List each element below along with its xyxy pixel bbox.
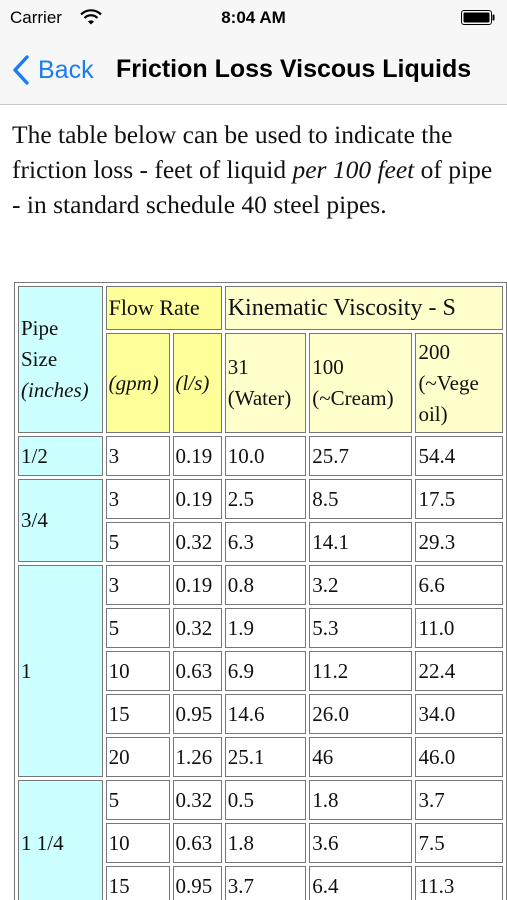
pipe-header-line1: Pipe [21, 316, 59, 340]
table-cell-v100: 1.8 [309, 780, 412, 820]
back-button[interactable] [12, 50, 94, 90]
chevron-left-icon [12, 55, 30, 85]
table-cell-ls: 1.26 [173, 737, 222, 777]
kinematic-viscosity-header: Kinematic Viscosity - S [225, 286, 503, 330]
ls-header-text: (l/s) [175, 370, 210, 395]
table-cell-gpm: 5 [106, 608, 170, 648]
table-cell-ls: 0.63 [173, 823, 222, 863]
table-cell-v200: 29.3 [415, 522, 503, 562]
table-cell-v100: 14.1 [309, 522, 412, 562]
table-cell-v200: 22.4 [415, 651, 503, 691]
table-cell-ls: 0.95 [173, 866, 222, 900]
table-cell-v31: 6.9 [225, 651, 307, 691]
pipe-size-cell: 3/4 [18, 479, 103, 562]
table-cell-v200: 54.4 [415, 436, 503, 476]
table-cell-v31: 14.6 [225, 694, 307, 734]
table-cell-v31: 10.0 [225, 436, 307, 476]
table-row [18, 780, 503, 820]
table-cell-gpm: 3 [106, 479, 170, 519]
table-cell-v200: 46.0 [415, 737, 503, 777]
table-cell-v200: 11.0 [415, 608, 503, 648]
carrier-label: Carrier [10, 8, 62, 27]
viscosity-31-header [225, 333, 307, 433]
table-cell-v100: 3.6 [309, 823, 412, 863]
gpm-header-text: (gpm) [108, 370, 159, 395]
v100-line1: 100 [312, 355, 344, 379]
table-cell-ls: 0.63 [173, 651, 222, 691]
table-cell-v31: 6.3 [225, 522, 307, 562]
pipe-size-header [18, 286, 103, 433]
table-row [18, 565, 503, 605]
table-cell-ls: 0.32 [173, 608, 222, 648]
intro-text-italic: per 100 feet [292, 155, 415, 184]
table-cell-v31: 2.5 [225, 479, 307, 519]
viscosity-200-header [415, 333, 503, 433]
table-cell-v31: 1.8 [225, 823, 307, 863]
table-cell-gpm: 15 [106, 694, 170, 734]
navigation-bar [0, 36, 507, 105]
table-cell-v200: 11.3 [415, 866, 503, 900]
intro-paragraph [12, 117, 502, 222]
status-bar [0, 0, 507, 36]
table-row [18, 436, 503, 476]
table-row [18, 479, 503, 519]
table-cell-v100: 46 [309, 737, 412, 777]
table-cell-v31: 0.8 [225, 565, 307, 605]
table-cell-ls: 0.95 [173, 694, 222, 734]
status-time: 8:04 AM [221, 8, 286, 27]
table-cell-ls: 0.19 [173, 479, 222, 519]
battery-icon [461, 10, 495, 25]
flow-rate-header: Flow Rate [106, 286, 222, 330]
table-cell-v31: 0.5 [225, 780, 307, 820]
table-cell-gpm: 20 [106, 737, 170, 777]
table-cell-gpm: 10 [106, 823, 170, 863]
v31-line1: 31 [227, 355, 249, 379]
back-label: Back [38, 55, 94, 84]
pipe-header-line3: (inches) [21, 378, 89, 402]
table-cell-v100: 25.7 [309, 436, 412, 476]
v100-line2: (~Cream) [312, 386, 394, 410]
viscosity-100-header [309, 333, 412, 433]
page-title: Friction Loss Viscous Liquids [116, 55, 472, 83]
content-view[interactable] [0, 105, 507, 900]
pipe-header-line2: Size [21, 347, 58, 371]
intro-text-2: of pipe - in standard schedule 40 steel pipes. [12, 155, 493, 219]
table-cell-ls: 0.32 [173, 780, 222, 820]
table-cell-ls: 0.32 [173, 522, 222, 562]
table-cell-v100: 5.3 [309, 608, 412, 648]
table-cell-v31: 3.7 [225, 866, 307, 900]
table-cell-v100: 8.5 [309, 479, 412, 519]
table-cell-gpm: 10 [106, 651, 170, 691]
pipe-size-cell: 1 [18, 565, 103, 777]
table-cell-v31: 25.1 [225, 737, 307, 777]
gpm-header [106, 333, 170, 433]
table-cell-v100: 6.4 [309, 866, 412, 900]
friction-loss-table [14, 282, 507, 900]
pipe-size-cell: 1 1/4 [18, 780, 103, 900]
intro-text-1: The table below can be used to indicate the friction loss - feet of liquid [12, 120, 453, 184]
table-cell-v100: 3.2 [309, 565, 412, 605]
table-cell-v200: 7.5 [415, 823, 503, 863]
table-cell-v200: 34.0 [415, 694, 503, 734]
v200-line1: 200 [418, 339, 450, 364]
ls-header [173, 333, 222, 433]
table-cell-gpm: 5 [106, 522, 170, 562]
table-cell-gpm: 5 [106, 780, 170, 820]
v200-line3: oil) [418, 401, 448, 426]
table-cell-v200: 6.6 [415, 565, 503, 605]
table-cell-ls: 0.19 [173, 565, 222, 605]
table-cell-v31: 1.9 [225, 608, 307, 648]
v31-line2: (Water) [227, 386, 292, 410]
table-cell-v200: 3.7 [415, 780, 503, 820]
table-cell-v100: 11.2 [309, 651, 412, 691]
table-cell-gpm: 15 [106, 866, 170, 900]
table-cell-ls: 0.19 [173, 436, 222, 476]
table-cell-gpm: 3 [106, 565, 170, 605]
table-cell-gpm: 3 [106, 436, 170, 476]
table-cell-v100: 26.0 [309, 694, 412, 734]
table-cell-v200: 17.5 [415, 479, 503, 519]
pipe-size-cell: 1/2 [18, 436, 103, 476]
v200-line2: (~Vege [418, 370, 479, 395]
